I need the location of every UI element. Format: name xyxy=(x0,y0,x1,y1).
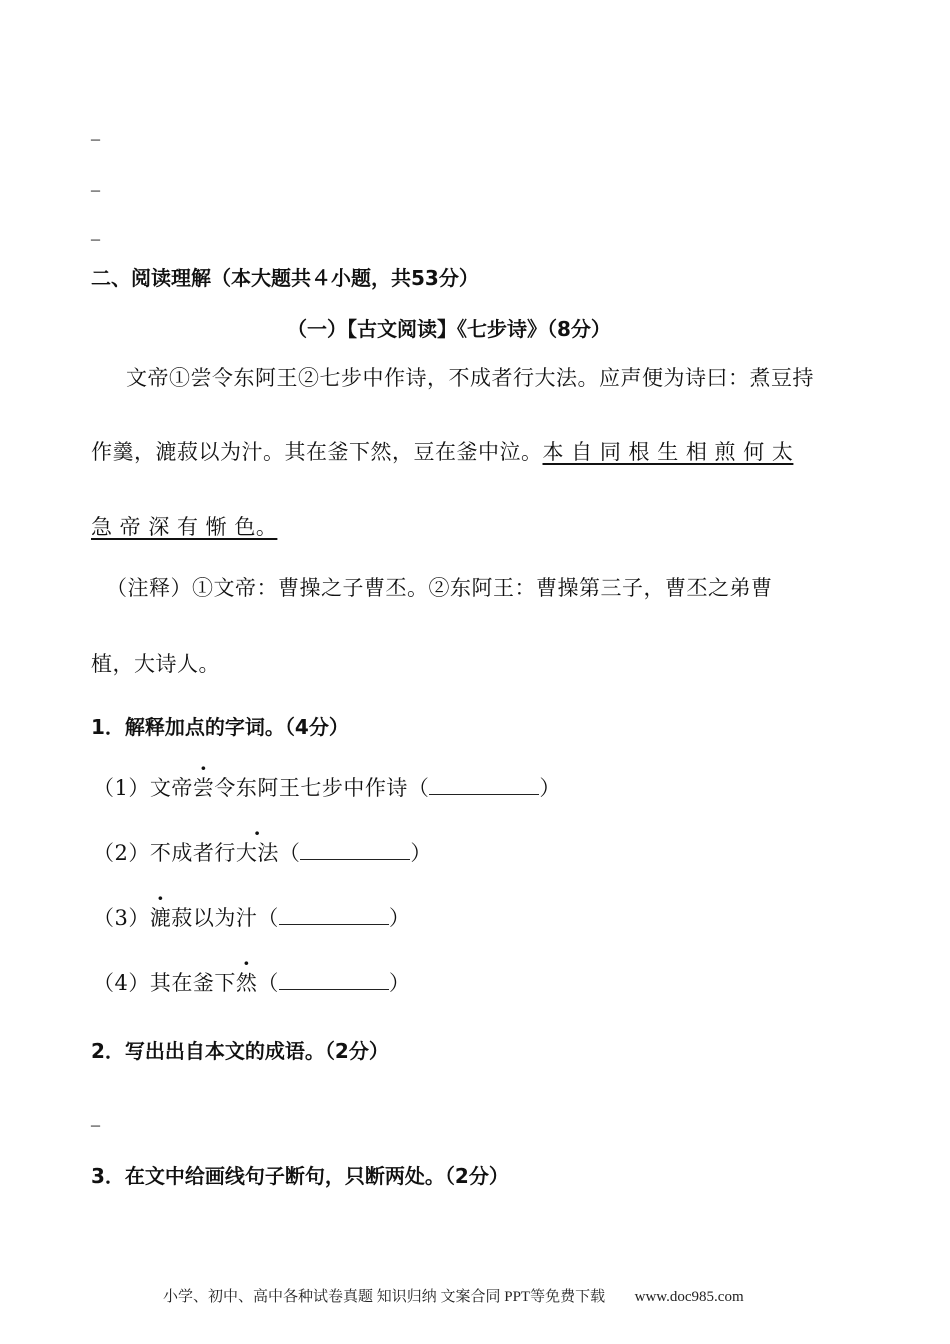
q1-item-2-close: ） xyxy=(410,841,432,865)
underlined-sentence-part-1: 本 自 同 根 生 相 煎 何 太 xyxy=(542,440,794,464)
q1-item-1-post: 令东阿王七步中作诗（ xyxy=(214,776,430,800)
footer-link[interactable]: www.doc985.com xyxy=(634,1289,744,1305)
question-2-answer-line: _ xyxy=(91,1108,100,1128)
q1-item-1 xyxy=(93,772,561,802)
blank-line-1: _ xyxy=(91,122,100,142)
q1-item-2-pre: （2）不成者行 xyxy=(93,841,236,865)
passage-line-2 xyxy=(91,436,793,466)
underlined-sentence-part-2: 急 帝 深 有 惭 色。 xyxy=(91,515,278,539)
passage-line-2-text: 作羹，漉菽以为汁。其在釜下然，豆在釜中泣。 xyxy=(91,440,543,464)
q1-item-4-pre: （4）其在釜下 xyxy=(93,971,236,995)
question-3-title: 3．在文中给画线句子断句，只断两处。（2分） xyxy=(91,1164,509,1188)
q1-item-3-close: ） xyxy=(388,906,411,930)
q1-item-4-answer-blank[interactable] xyxy=(279,971,389,990)
q1-item-3-answer-blank[interactable] xyxy=(279,906,389,925)
question-2-title: 2．写出出自本文的成语。（2分） xyxy=(91,1039,389,1063)
q1-item-1-dotted-word: 尝 xyxy=(192,776,215,800)
passage-title: （一）【古文阅读】《七步诗》（8分） xyxy=(287,317,611,341)
q1-item-4-dotted-word: 然 xyxy=(235,971,258,995)
question-1-title: 1．解释加点的字词。（4分） xyxy=(91,715,349,739)
blank-line-2: _ xyxy=(91,173,100,193)
note-line-2: 植，大诗人。 xyxy=(91,652,220,676)
q1-item-2-answer-blank[interactable] xyxy=(300,841,410,860)
blank-line-3: _ xyxy=(91,222,100,242)
q1-item-3-dotted-word: 漉 xyxy=(149,906,172,930)
q1-item-4-close: ） xyxy=(388,971,411,995)
q1-item-2 xyxy=(93,837,432,867)
section-title: 二、阅读理解（本大题共４小题，共53分） xyxy=(91,266,479,290)
q1-item-1-pre: （1）文帝 xyxy=(93,776,193,800)
q1-item-4-post: （ xyxy=(257,971,279,995)
note-line-1: （注释）①文帝：曹操之子曹丕。②东阿王：曹操第三子，曹丕之弟曹 xyxy=(106,576,773,600)
q1-item-3-post: 菽以为汁（ xyxy=(171,906,279,930)
passage-line-3 xyxy=(91,511,277,541)
q1-item-1-answer-blank[interactable] xyxy=(429,776,539,795)
q1-item-4 xyxy=(93,967,410,997)
passage-line-1: 文帝①尝令东阿王②七步中作诗，不成者行大法。应声便为诗曰：煮豆持 xyxy=(126,366,814,390)
q1-item-2-post: （ xyxy=(278,841,301,865)
footer-text xyxy=(163,1285,744,1306)
q1-item-3 xyxy=(93,902,410,932)
q1-item-3-pre: （3） xyxy=(93,906,150,930)
q1-item-1-close: ） xyxy=(539,776,561,800)
q1-item-2-dotted-word: 大法 xyxy=(235,841,279,865)
footer-description: 小学、初中、高中各种试卷真题 知识归纳 文案合同 PPT等免费下载 xyxy=(163,1289,606,1305)
